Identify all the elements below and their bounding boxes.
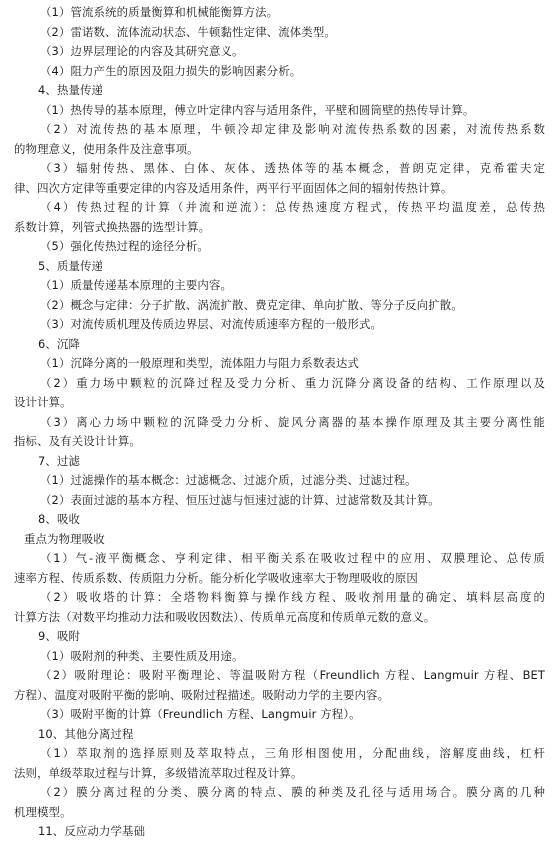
text-line: （5）强化传热过程的途径分析。: [40, 239, 209, 253]
text-line: （3）边界层理论的内容及其研究意义。: [40, 44, 244, 58]
section-heading: 10、其他分离过程: [38, 726, 134, 741]
text-line: （1）管流系统的质量衡算和机械能衡算方法。: [40, 5, 279, 19]
section-heading: 8、吸收: [38, 512, 81, 526]
text-line: （1）气-液平衡概念、亨利定律、相平衡关系在吸收过程中的应用、双膜理论、总传质: [40, 551, 545, 565]
text-line: （3）对流传质机理及传质边界层、对流传质速率方程的一般形式。: [40, 317, 383, 331]
text-line: 方程）、温度对吸附平衡的影响、吸附过程描述。吸附动力学的主要内容。: [14, 687, 390, 702]
section-heading: 6、沉降: [38, 336, 81, 351]
text-line: 设计计算。: [14, 395, 72, 409]
text-line: （2）对流传热的基本原理，牛顿冷却定律及影响对流传热系数的因素，对流传热系数: [40, 122, 545, 136]
text-line: （1）沉降分离的一般原理和类型，流体阻力与阻力系数表达式: [40, 356, 359, 370]
text-line: （2）表面过滤的基本方程、恒压过滤与恒速过滤的计算、过滤常数及其计算。: [40, 492, 440, 507]
text-line: 机理模型。: [14, 804, 72, 819]
subheading: 重点为物理吸收: [24, 531, 105, 546]
text-line: 系数计算，列管式换热器的选型计算。: [14, 219, 211, 234]
text-line: （2）吸收塔的计算：全塔物料衡算与操作线方程、吸收剂用量的确定、填料层高度的: [40, 590, 545, 604]
text-line: 的物理意义，使用条件及注意事项。: [14, 141, 199, 156]
text-line: （1）过滤操作的基本概念：过滤概念、过滤介质，过滤分类、过滤过程。: [40, 473, 417, 487]
text-line: （1）质量传递基本原理的主要内容。: [40, 278, 233, 292]
text-line: （2）雷诺数、流体流动状态、牛顿黏性定律、流体类型。: [40, 24, 336, 39]
text-line: 律、四次方定律等重要定律的内容及适用条件，两平行平面固体之间的辐射传热计算。: [14, 180, 453, 195]
section-heading: 7、过滤: [38, 453, 81, 468]
text-line: （1）吸附剂的种类、主要性质及用途。: [40, 648, 244, 663]
text-line: （2）重力场中颗粒的沉降过程及受力分析、重力沉降分离设备的结构、工作原理以及: [40, 375, 545, 390]
text-line: 指标、及有关设计计算。: [14, 434, 141, 448]
text-line: （2）吸附理论：吸附平衡理论、等温吸附方程（Freundlich 方程、Langmuir 方程、BET: [40, 668, 545, 682]
text-line: 速率方程、传质系数、传质阻力分析。能分析化学吸收速率大于物理吸收的原因: [14, 570, 418, 585]
text-line: （2）膜分离过程的分类、膜分离的特点、膜的种类及孔径与适用场合。膜分离的几种: [40, 785, 545, 799]
text-line: 计算方法（对数平均推动力法和吸收因数法）、传质单元高度和传质单元数的意义。: [14, 609, 436, 624]
section-heading: 9、吸附: [38, 629, 81, 643]
text-line: （3）吸附平衡的计算（Freundlich 方程、Langmuir 方程）。: [40, 707, 361, 721]
text-line: （3）离心力场中颗粒的沉降受力分析、旋风分离器的基本操作原理及其主要分离性能: [40, 414, 545, 429]
text-line: 法则，单级萃取过程与计算，多级错流萃取过程及计算。: [14, 765, 303, 780]
section-heading: 5、质量传递: [38, 258, 104, 273]
text-line: （4）阻力产生的原因及阻力损失的影响因素分析。: [40, 63, 302, 78]
section-heading: 4、热量传递: [38, 83, 104, 97]
text-line: （2）概念与定律：分子扩散、涡流扩散、费克定律、单向扩散、等分子反向扩散。: [40, 297, 463, 312]
text-line: （1）萃取剂的选择原则及萃取特点，三角形相图使用，分配曲线，溶解度曲线，杠杆: [40, 746, 545, 760]
text-line: （1）热传导的基本原理，傅立叶定律内容与适用条件，平壁和圆筒壁的热传导计算。: [40, 102, 475, 117]
section-heading: 11、反应动力学基础: [38, 824, 146, 838]
text-line: （4）传热过程的计算（并流和逆流）：总传热速度方程式，传热平均温度差，总传热: [40, 200, 545, 214]
text-line: （3）辐射传热、黑体、白体、灰体、透热体等的基本概念，普朗克定律，克希霍夫定: [40, 161, 545, 175]
